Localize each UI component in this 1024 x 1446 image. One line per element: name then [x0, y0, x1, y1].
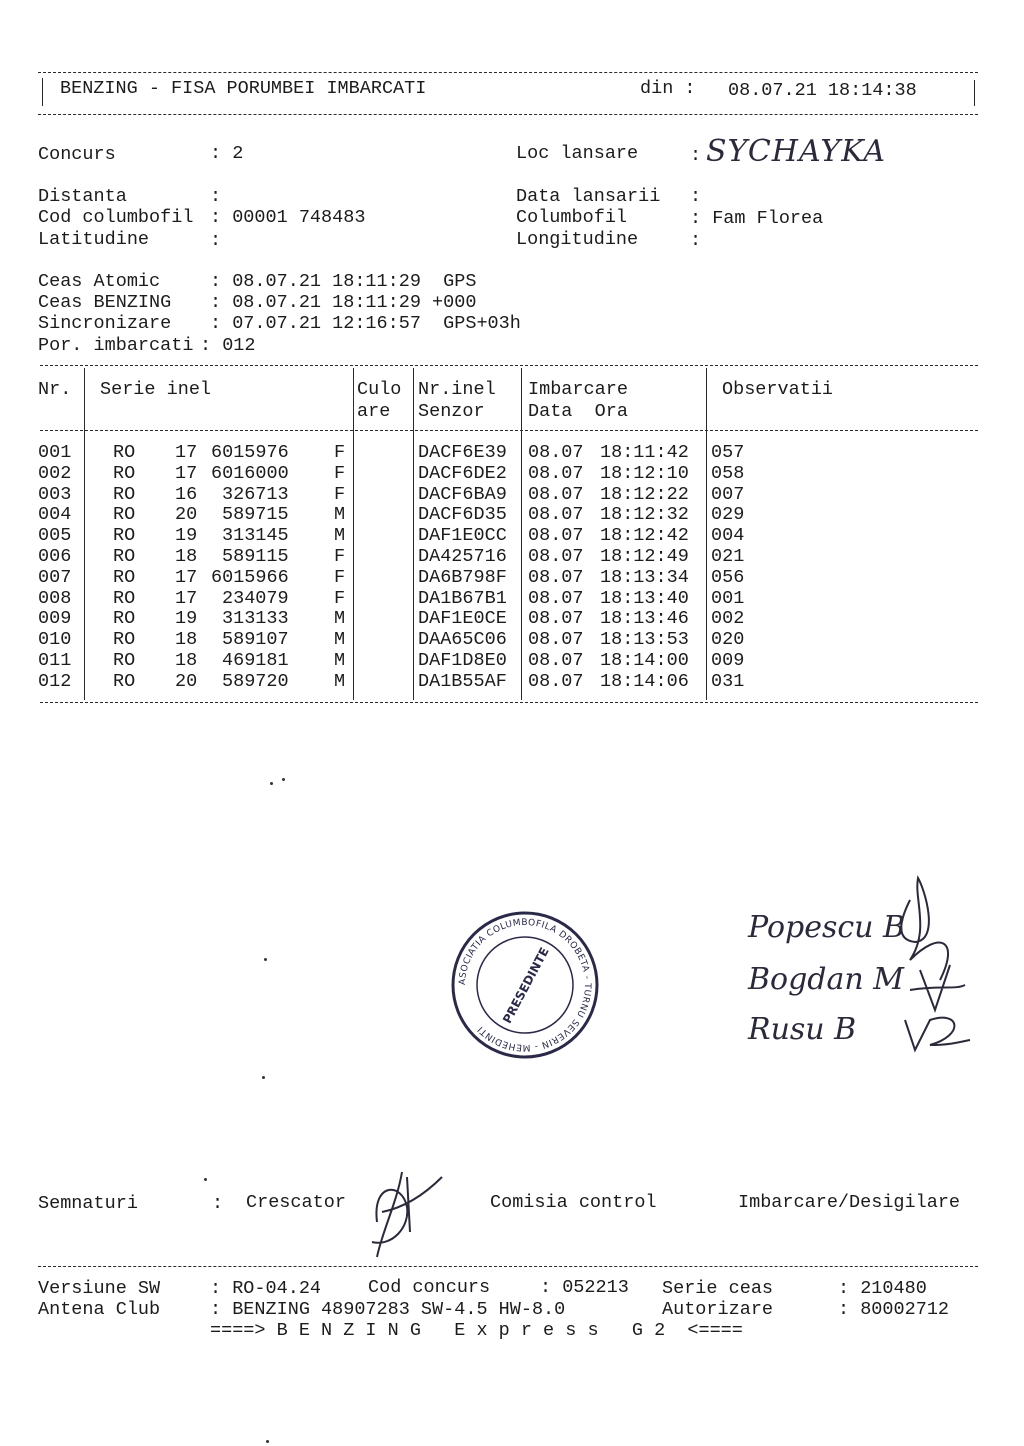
cod-concurs-label: Cod concurs — [368, 1277, 491, 1298]
semnaturi-label: Semnaturi — [38, 1193, 138, 1214]
cell-numar: 589115 — [222, 546, 289, 567]
cell-ora: 18:13:53 — [600, 629, 689, 651]
latitudine-label: Latitudine — [38, 229, 150, 250]
din-value: 08.07.21 18:14:38 — [728, 80, 917, 101]
cell-tara: RO — [113, 483, 136, 505]
cell-sex: M — [334, 629, 346, 651]
cell-ora: 18:14:00 — [600, 650, 689, 671]
cell-numar: 326713 — [222, 483, 289, 505]
versiune-sw-label: Versiune SW — [38, 1278, 161, 1299]
loc-lansare-label: Loc lansare — [516, 143, 639, 164]
handwritten-name-3: Rusu B — [748, 1012, 857, 1047]
handwritten-name-2: Bogdan M — [748, 962, 904, 997]
cell-numar: 313133 — [222, 608, 289, 630]
cell-tara: RO — [113, 670, 136, 692]
cell-numar: 589720 — [222, 670, 289, 692]
cell-tara: RO — [113, 504, 136, 526]
columbofil-value: : Fam Florea — [690, 208, 824, 229]
cell-an: 16 — [175, 483, 198, 505]
cell-tara: RO — [113, 566, 136, 588]
cell-observatii: 056 — [711, 566, 745, 588]
document-title: BENZING - FISA PORUMBEI IMBARCATI — [60, 78, 427, 99]
comisia-control-label: Comisia control — [490, 1192, 657, 1213]
cell-nr: 012 — [38, 670, 72, 692]
th-culoare-2: are — [357, 401, 391, 422]
cell-data: 08.07 — [528, 462, 584, 484]
cell-nr: 003 — [38, 483, 72, 505]
crescator-label: Crescator — [246, 1192, 346, 1213]
cell-numar: 6015966 — [211, 566, 289, 588]
cod-concurs-value: : 052213 — [540, 1277, 629, 1298]
cell-ora: 18:12:22 — [600, 483, 689, 505]
cell-ora: 18:12:32 — [600, 504, 689, 526]
stamp-ring-text: ASOCIATIA COLUMBOFILA DROBETA - TURNU SEVERIN - MEHEDINTI — [457, 917, 593, 1053]
cell-an: 20 — [175, 504, 198, 526]
col-divider-serie — [353, 368, 354, 700]
cell-an: 20 — [175, 670, 198, 692]
serie-ceas-value: : 210480 — [838, 1278, 927, 1299]
th-nr-inel-1: Nr.inel — [418, 379, 496, 400]
cell-sex: F — [334, 462, 346, 484]
th-imbarcare-2: Data Ora — [528, 401, 628, 422]
cell-an: 17 — [175, 587, 198, 609]
longitudine-value: : — [690, 230, 702, 251]
cell-data: 08.07 — [528, 566, 584, 588]
cell-sex: F — [334, 546, 346, 567]
th-nr: Nr. — [38, 379, 72, 400]
cell-ora: 18:11:42 — [600, 442, 689, 463]
cell-tara: RO — [113, 608, 136, 630]
imbarcare-desigilare-label: Imbarcare/Desigilare — [738, 1192, 961, 1213]
cell-observatii: 001 — [711, 587, 745, 609]
cell-nr: 005 — [38, 525, 72, 547]
benzing-express-banner: ====> B E N Z I N G E x p r e s s G 2 <==== — [210, 1320, 743, 1341]
col-divider-culoare — [413, 368, 414, 700]
cell-tara: RO — [113, 525, 136, 547]
antena-club-label: Antena Club — [38, 1299, 161, 1320]
footer-top-border — [38, 1266, 978, 1267]
cell-data: 08.07 — [528, 525, 584, 547]
table-header-separator — [40, 430, 978, 431]
cell-tara: RO — [113, 546, 136, 567]
cell-data: 08.07 — [528, 504, 584, 526]
cell-data: 08.07 — [528, 442, 584, 463]
cell-ora: 18:13:40 — [600, 587, 689, 609]
cell-sex: M — [334, 525, 346, 547]
cell-observatii: 004 — [711, 525, 745, 547]
cell-numar: 313145 — [222, 525, 289, 547]
ceas-atomic-value: : 08.07.21 18:11:29 GPS — [210, 271, 477, 292]
cell-observatii: 057 — [711, 442, 745, 463]
cell-an: 17 — [175, 462, 198, 484]
autorizare-label: Autorizare — [662, 1299, 774, 1320]
cod-columbofil-label: Cod columbofil — [38, 207, 194, 228]
cell-numar: 589715 — [222, 504, 289, 526]
cell-nr: 001 — [38, 442, 72, 463]
cell-nr: 009 — [38, 608, 72, 630]
scan-speck — [204, 1178, 207, 1181]
table-top-border — [40, 365, 978, 366]
cell-an: 18 — [175, 650, 198, 671]
cell-ora: 18:14:06 — [600, 670, 689, 692]
cell-data: 08.07 — [528, 670, 584, 692]
col-divider-nr — [84, 368, 85, 700]
cell-nr: 008 — [38, 587, 72, 609]
cell-senzor: DA1B67B1 — [418, 587, 507, 609]
cell-tara: RO — [113, 442, 136, 463]
cell-observatii: 029 — [711, 504, 745, 526]
cell-an: 17 — [175, 442, 198, 463]
ceas-benzing-label: Ceas BENZING — [38, 292, 172, 313]
header-right-border — [974, 80, 975, 106]
autorizare-value: : 80002712 — [838, 1299, 950, 1320]
cell-sex: F — [334, 483, 346, 505]
sincronizare-label: Sincronizare — [38, 313, 172, 334]
signature-marks-right — [880, 870, 990, 1060]
th-serie-inel: Serie inel — [100, 379, 212, 400]
din-label: din : — [640, 78, 696, 99]
cell-numar: 6015976 — [211, 442, 289, 463]
cell-senzor: DAA65C06 — [418, 629, 507, 651]
distanta-label: Distanta — [38, 186, 127, 207]
cell-an: 19 — [175, 525, 198, 547]
cell-observatii: 020 — [711, 629, 745, 651]
table-bottom-border — [40, 702, 978, 703]
antena-club-value: : BENZING 48907283 SW-4.5 HW-8.0 — [210, 1299, 566, 1320]
cell-ora: 18:12:42 — [600, 525, 689, 547]
cell-senzor: DA6B798F — [418, 566, 507, 588]
cell-ora: 18:13:46 — [600, 608, 689, 630]
cell-sex: F — [334, 587, 346, 609]
cell-senzor: DA1B55AF — [418, 670, 507, 692]
por-imbarcati-value: : 012 — [200, 335, 256, 356]
col-divider-imbarcare — [706, 368, 707, 700]
cell-observatii: 007 — [711, 483, 745, 505]
cell-tara: RO — [113, 629, 136, 651]
serie-ceas-label: Serie ceas — [662, 1278, 774, 1299]
ceas-benzing-value: : 08.07.21 18:11:29 +000 — [210, 292, 477, 313]
cell-ora: 18:12:49 — [600, 546, 689, 567]
cell-an: 19 — [175, 608, 198, 630]
distanta-value: : — [210, 186, 222, 207]
cell-tara: RO — [113, 462, 136, 484]
cell-numar: 6016000 — [211, 462, 289, 484]
cell-an: 18 — [175, 629, 198, 651]
cell-nr: 011 — [38, 650, 72, 671]
cell-numar: 234079 — [222, 587, 289, 609]
cod-columbofil-value: : 00001 748483 — [210, 207, 366, 228]
cell-senzor: DACF6BA9 — [418, 483, 507, 505]
loc-lansare-colon: : — [690, 145, 702, 166]
por-imbarcati-label: Por. imbarcati — [38, 335, 194, 356]
cell-nr: 004 — [38, 504, 72, 526]
cell-senzor: DA425716 — [418, 546, 507, 567]
cell-senzor: DACF6E39 — [418, 442, 507, 463]
cell-numar: 589107 — [222, 629, 289, 651]
cell-observatii: 031 — [711, 670, 745, 692]
cell-senzor: DAF1D8E0 — [418, 650, 507, 671]
cell-senzor: DAF1E0CC — [418, 525, 507, 547]
crescator-signature — [362, 1162, 452, 1272]
cell-data: 08.07 — [528, 650, 584, 671]
cell-an: 18 — [175, 546, 198, 567]
cell-ora: 18:12:10 — [600, 462, 689, 484]
th-imbarcare-1: Imbarcare — [528, 379, 628, 400]
cell-nr: 007 — [38, 566, 72, 588]
scan-speck — [282, 778, 285, 781]
th-culoare-1: Culo — [357, 379, 402, 400]
cell-observatii: 009 — [711, 650, 745, 671]
cell-data: 08.07 — [528, 629, 584, 651]
scan-speck — [266, 1440, 269, 1443]
th-nr-inel-2: Senzor — [418, 401, 485, 422]
header-left-border — [42, 78, 43, 106]
cell-observatii: 021 — [711, 546, 745, 567]
sincronizare-value: : 07.07.21 12:16:57 GPS+03h — [210, 313, 521, 334]
cell-sex: F — [334, 442, 346, 463]
semnaturi-colon: : — [212, 1193, 224, 1214]
cell-tara: RO — [113, 587, 136, 609]
cell-data: 08.07 — [528, 546, 584, 567]
official-stamp — [450, 910, 600, 1060]
cell-data: 08.07 — [528, 608, 584, 630]
col-divider-senzor — [521, 368, 522, 700]
columbofil-label: Columbofil — [516, 207, 628, 228]
cell-sex: F — [334, 566, 346, 588]
cell-observatii: 002 — [711, 608, 745, 630]
cell-ora: 18:13:34 — [600, 566, 689, 588]
cell-senzor: DAF1E0CE — [418, 608, 507, 630]
cell-sex: M — [334, 670, 346, 692]
header-bottom-border — [38, 114, 978, 115]
cell-data: 08.07 — [528, 587, 584, 609]
cell-an: 17 — [175, 566, 198, 588]
data-lansarii-label: Data lansarii — [516, 186, 661, 207]
cell-senzor: DACF6DE2 — [418, 462, 507, 484]
cell-nr: 010 — [38, 629, 72, 651]
th-observatii: Observatii — [722, 379, 834, 400]
scan-speck — [262, 1076, 265, 1079]
cell-sex: M — [334, 504, 346, 526]
scan-speck — [264, 958, 267, 961]
cell-observatii: 058 — [711, 462, 745, 484]
latitudine-value: : — [210, 230, 222, 251]
concurs-value: : 2 — [210, 143, 244, 164]
cell-tara: RO — [113, 650, 136, 671]
cell-data: 08.07 — [528, 483, 584, 505]
cell-sex: M — [334, 608, 346, 630]
stamp-center-text: PRESEDINTE — [499, 945, 552, 1026]
versiune-sw-value: : RO-04.24 — [210, 1278, 322, 1299]
handwritten-name-1: Popescu B — [748, 910, 906, 945]
data-lansarii-value: : — [690, 186, 702, 207]
longitudine-label: Longitudine — [516, 229, 639, 250]
loc-lansare-value: SYCHAYKA — [706, 134, 887, 169]
cell-nr: 006 — [38, 546, 72, 567]
cell-sex: M — [334, 650, 346, 671]
header-top-border — [38, 72, 978, 73]
cell-numar: 469181 — [222, 650, 289, 671]
concurs-label: Concurs — [38, 144, 116, 165]
scan-speck — [270, 782, 273, 785]
ceas-atomic-label: Ceas Atomic — [38, 271, 161, 292]
cell-nr: 002 — [38, 462, 72, 484]
cell-senzor: DACF6D35 — [418, 504, 507, 526]
